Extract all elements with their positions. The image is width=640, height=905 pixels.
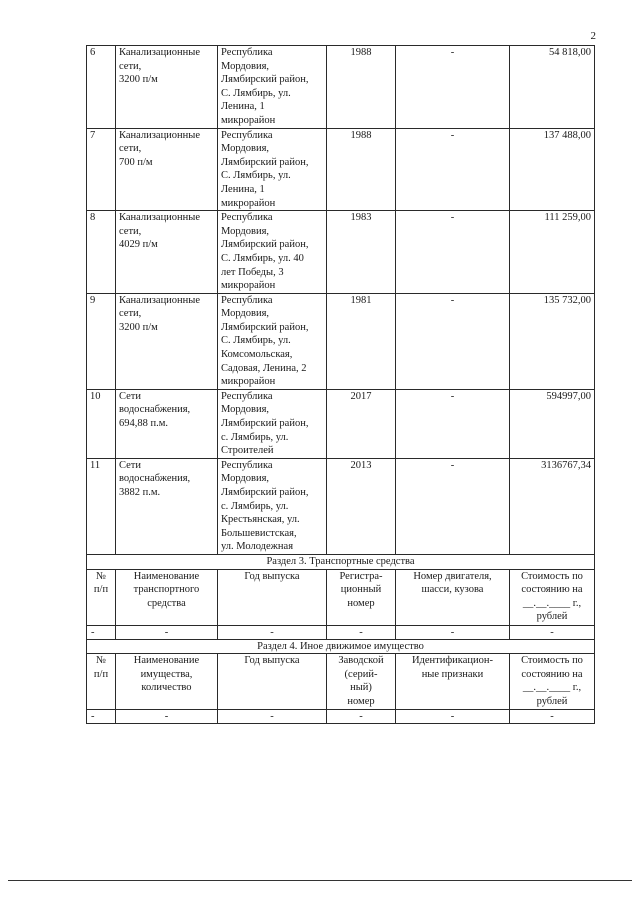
cell-line: п/п [93, 668, 109, 680]
cell-line: Номер двигателя, [413, 570, 492, 582]
empty-cell: - [116, 710, 218, 724]
section-3-title: Раздел 3. Транспортные средства [87, 554, 595, 569]
column-header [116, 569, 218, 625]
page-number: 2 [590, 30, 596, 42]
asset-year: 2013 [327, 458, 396, 554]
cell-line: с. Лямбирь, ул. [221, 431, 289, 443]
asset-row [87, 128, 595, 211]
asset-cost: 54 818,00 [510, 46, 595, 129]
cell-line: (серий- [344, 668, 378, 680]
asset-registration: - [396, 293, 510, 389]
cell-line: номер [347, 597, 375, 609]
cell-line: средства [147, 597, 186, 609]
cell-line: Год выпуска [244, 570, 300, 582]
row-number: 11 [87, 458, 116, 554]
cell-line: шасси, кузова [421, 584, 484, 596]
cell-line: транспортного [133, 584, 200, 596]
empty-cell: - [396, 710, 510, 724]
empty-cell: - [327, 625, 396, 639]
asset-row [87, 293, 595, 389]
cell-line: Наименование [133, 655, 200, 667]
cell-line: имущества, [140, 668, 193, 680]
cell-line: 3200 п/м [119, 74, 158, 86]
cell-line: Наименование [133, 570, 200, 582]
footer-rule [8, 880, 632, 881]
cell-line: лет Победы, 3 [221, 266, 284, 278]
cell-line: сети, [119, 225, 142, 237]
cell-line: количество [141, 682, 192, 694]
cell-line: Сети [119, 459, 141, 471]
asset-cost: 111 259,00 [510, 211, 595, 294]
row-number: 9 [87, 293, 116, 389]
empty-cell: - [327, 710, 396, 724]
cell-line: Республика [221, 47, 273, 58]
cell-line: состоянию на [521, 584, 583, 596]
cell-line: 4029 п/м [119, 239, 158, 251]
cell-line: микрорайон [221, 114, 276, 126]
cell-line: 3200 п/м [119, 321, 158, 333]
cell-line: __.__.____ г., [522, 682, 582, 694]
asset-registration: - [396, 46, 510, 129]
section-4-title: Раздел 4. Иное движимое имущество [87, 639, 595, 654]
section-3-header-row [87, 569, 595, 625]
cell-line: ные признаки [421, 668, 484, 680]
empty-cell: - [87, 710, 116, 724]
asset-registration: - [396, 389, 510, 458]
column-header [218, 654, 327, 710]
cell-line: __.__.____ г., [522, 597, 582, 609]
cell-line: Стоимость по [521, 570, 583, 582]
asset-name [116, 458, 218, 554]
property-table [86, 45, 595, 724]
asset-year: 2017 [327, 389, 396, 458]
section-4-data-row [87, 710, 595, 724]
asset-registration: - [396, 211, 510, 294]
cell-line: Ленина, 1 [221, 101, 265, 113]
cell-line: рублей [536, 695, 568, 707]
cell-line: водоснабжения, [119, 473, 191, 485]
asset-year: 1988 [327, 46, 396, 129]
cell-line: Республика [221, 294, 273, 306]
cell-line: С. Лямбирь, ул. [221, 87, 291, 99]
empty-cell: - [218, 625, 327, 639]
cell-line: Канализационные [119, 47, 201, 58]
cell-line: Мордовия, [221, 225, 270, 237]
column-header [510, 654, 595, 710]
cell-line: Стоимость по [521, 655, 583, 667]
cell-line: Ленина, 1 [221, 183, 265, 195]
asset-row [87, 211, 595, 294]
asset-address [218, 46, 327, 129]
cell-line: С. Лямбирь, ул. 40 [221, 252, 304, 264]
asset-address [218, 458, 327, 554]
cell-line: Крестьянская, ул. [221, 514, 300, 526]
column-header [327, 654, 396, 710]
cell-line: Сети [119, 390, 141, 402]
asset-name [116, 389, 218, 458]
cell-line: 3882 п.м. [119, 487, 161, 498]
cell-line: водоснабжения, [119, 404, 191, 416]
cell-line: Лямбирский район, [221, 74, 309, 86]
asset-name [116, 46, 218, 129]
cell-line: Канализационные [119, 212, 201, 224]
asset-address [218, 293, 327, 389]
asset-registration: - [396, 128, 510, 211]
asset-address [218, 211, 327, 294]
empty-cell: - [510, 625, 595, 639]
asset-year: 1981 [327, 293, 396, 389]
section-3-transport [87, 554, 595, 639]
row-number: 10 [87, 389, 116, 458]
cell-line: 700 п/м [119, 156, 153, 168]
asset-cost: 3136767,34 [510, 458, 595, 554]
column-header [87, 569, 116, 625]
asset-name [116, 128, 218, 211]
cell-line: номер [347, 695, 375, 707]
cell-line: Республика [221, 459, 273, 471]
asset-year: 1988 [327, 128, 396, 211]
asset-row [87, 46, 595, 129]
empty-cell: - [396, 625, 510, 639]
cell-line: Республика [221, 390, 273, 402]
column-header [396, 654, 510, 710]
cell-line: № [95, 655, 107, 667]
row-number: 7 [87, 128, 116, 211]
cell-line: Лямбирский район, [221, 156, 309, 168]
cell-line: Республика [221, 129, 273, 141]
cell-line: рублей [536, 611, 568, 623]
row-number: 6 [87, 46, 116, 129]
cell-line: Идентификацион- [411, 655, 494, 667]
asset-registration: - [396, 458, 510, 554]
cell-line: микрорайон [221, 280, 276, 292]
section-4-other-property [87, 639, 595, 724]
column-header [87, 654, 116, 710]
asset-year: 1983 [327, 211, 396, 294]
asset-name [116, 293, 218, 389]
column-header [510, 569, 595, 625]
asset-name [116, 211, 218, 294]
row-number: 8 [87, 211, 116, 294]
cell-line: состоянию на [521, 668, 583, 680]
asset-address [218, 128, 327, 211]
cell-line: Большевистская, [221, 527, 297, 539]
cell-line: ул. Молодежная [221, 541, 294, 553]
cell-line: Садовая, Ленина, 2 [221, 362, 307, 374]
cell-line: Мордовия, [221, 473, 270, 485]
cell-line: Мордовия, [221, 308, 270, 320]
cell-line: Мордовия, [221, 143, 270, 155]
cell-line: Республика [221, 212, 273, 224]
cell-line: Канализационные [119, 129, 201, 141]
cell-line: Канализационные [119, 294, 201, 306]
cell-line: ный) [350, 682, 372, 694]
cell-line: С. Лямбирь, ул. [221, 335, 291, 347]
cell-line: Год выпуска [244, 655, 300, 667]
asset-row [87, 458, 595, 554]
cell-line: Регистра- [339, 570, 383, 582]
column-header [327, 569, 396, 625]
cell-line: сети, [119, 60, 142, 72]
cell-line: микрорайон [221, 197, 276, 209]
section-4-header-row [87, 654, 595, 710]
column-header [396, 569, 510, 625]
column-header [218, 569, 327, 625]
cell-line: Лямбирский район, [221, 418, 309, 430]
asset-cost: 135 732,00 [510, 293, 595, 389]
cell-line: Строителей [221, 445, 274, 457]
cell-line: сети, [119, 308, 142, 320]
asset-row [87, 389, 595, 458]
cell-line: п/п [93, 584, 109, 596]
column-header [116, 654, 218, 710]
cell-line: Комсомольская, [221, 349, 293, 361]
empty-cell: - [116, 625, 218, 639]
asset-rows [87, 46, 595, 555]
cell-line: с. Лямбирь, ул. [221, 500, 289, 512]
cell-line: С. Лямбирь, ул. [221, 170, 291, 182]
cell-line: сети, [119, 143, 142, 155]
cell-line: 694,88 п.м. [119, 418, 169, 430]
asset-cost: 137 488,00 [510, 128, 595, 211]
cell-line: Мордовия, [221, 60, 270, 72]
asset-address [218, 389, 327, 458]
cell-line: Мордовия, [221, 404, 270, 416]
empty-cell: - [87, 625, 116, 639]
cell-line: Заводской [338, 655, 384, 667]
cell-line: Лямбирский район, [221, 487, 309, 498]
cell-line: № [95, 570, 107, 582]
cell-line: ционный [340, 584, 382, 596]
empty-cell: - [510, 710, 595, 724]
cell-line: Лямбирский район, [221, 321, 309, 333]
empty-cell: - [218, 710, 327, 724]
section-3-data-row [87, 625, 595, 639]
cell-line: микрорайон [221, 376, 276, 388]
cell-line: Лямбирский район, [221, 239, 309, 251]
asset-cost: 594997,00 [510, 389, 595, 458]
